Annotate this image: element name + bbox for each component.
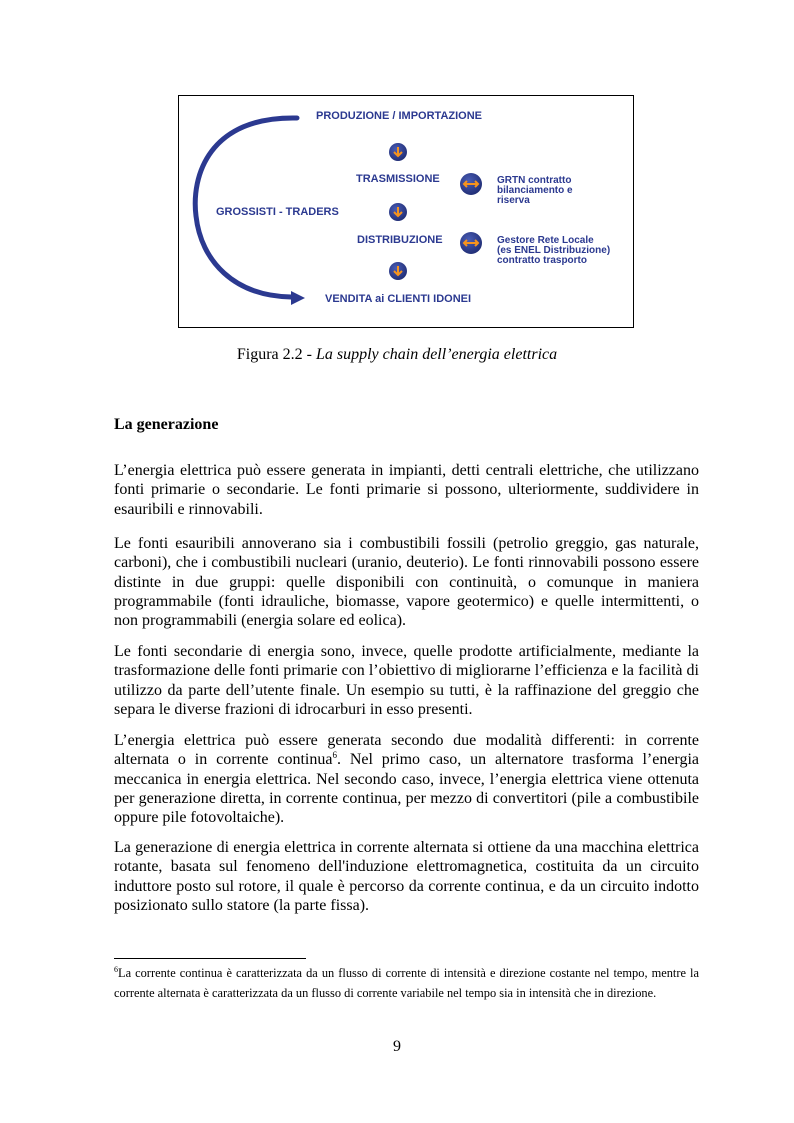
- paragraph: Le fonti esauribili annoverano sia i combustibili fossili (petrolio greggio, gas naturale, carboni), che i combustibili nucleari (uranio, deuterio). Le fonti rinnovabili possono essere distinte in due gruppi: quelle disponibili con continuità, o comunque in maniera programmabile (fonti idrauliche, biomasse, vapore geotermico) e quelle intermittenti, o non programmabili (energia solare ed eolica).: [114, 535, 699, 630]
- footnote-divider: [114, 958, 306, 959]
- footnote-ref: 6: [332, 750, 337, 761]
- figure-caption: Figura 2.2 - La supply chain dell’energia elettrica: [236, 346, 558, 363]
- page-number: 9: [393, 1038, 401, 1055]
- down-arrow-icon: [389, 143, 407, 161]
- double-arrow-icon: [460, 173, 482, 195]
- paragraph: L’energia elettrica può essere generata secondo due modalità differenti: in corrente alternata o in corrente continua$^6$. Nel primo caso, un alternatore trasforma l’energia meccanica in energia elettrica. Nel secondo caso, invece, l’energia elettrica viene ottenuta per generazione diretta, in corrente continua, per mezzo di convertitori (pile a combustibile oppure pile fotovoltaiche).: [114, 732, 700, 827]
- footnote: $^6$La corrente continua è caratterizzata da un flusso di corrente di intensità e direzione costante nel tempo, mentre la corrente alternata è caratterizzata da un flusso di corrente variabile nel tempo sia in intensità che in direzione.: [114, 965, 699, 1000]
- distribution-note: Gestore Rete Locale (es ENEL Distribuzione) contratto trasporto: [497, 235, 611, 266]
- paragraph: L’energia elettrica può essere generata in impianti, detti centrali elettriche, che utilizzano fonti primarie o secondarie. Le fonti primarie si possono, ulteriormente, suddividere in esauribili e rinnovabili.: [114, 462, 699, 518]
- top-label: PRODUZIONE / IMPORTAZIONE: [316, 110, 483, 122]
- distribution-label: DISTRIBUZIONE: [357, 234, 443, 246]
- paragraph: Le fonti secondarie di energia sono, invece, quelle prodotte artificialmente, mediante la trasformazione delle fonti primarie con l’obiettivo di migliorarne l’efficienza e la facilità di utilizzo da parte dell’utente finale. Un esempio su tutti, è la raffinazione del greggio che separa le diverse frazioni di idrocarburi in esso presenti.: [114, 643, 699, 718]
- side-label: GROSSISTI - TRADERS: [216, 206, 339, 218]
- curved-arrow-head: [291, 291, 305, 305]
- bottom-label: VENDITA ai CLIENTI IDONEI: [325, 293, 472, 305]
- down-arrow-icon: [389, 203, 407, 221]
- section-heading: La generazione: [114, 416, 219, 433]
- double-arrow-icon: [460, 232, 482, 254]
- transmission-note: GRTN contratto bilanciamento e riserva: [497, 175, 573, 206]
- transmission-label: TRASMISSIONE: [356, 173, 440, 185]
- supply-chain-figure: [178, 95, 634, 328]
- paragraph: La generazione di energia elettrica in corrente alternata si ottiene da una macchina elettrica rotante, basata sul fenomeno dell'induzione elettromagnetica, costituita da un circuito induttore posto sul rotore, il quale è percorso da corrente continua, e da un circuito indotto posizionato sullo statore (la parte fissa).: [114, 839, 699, 914]
- down-arrow-icon: [389, 262, 407, 280]
